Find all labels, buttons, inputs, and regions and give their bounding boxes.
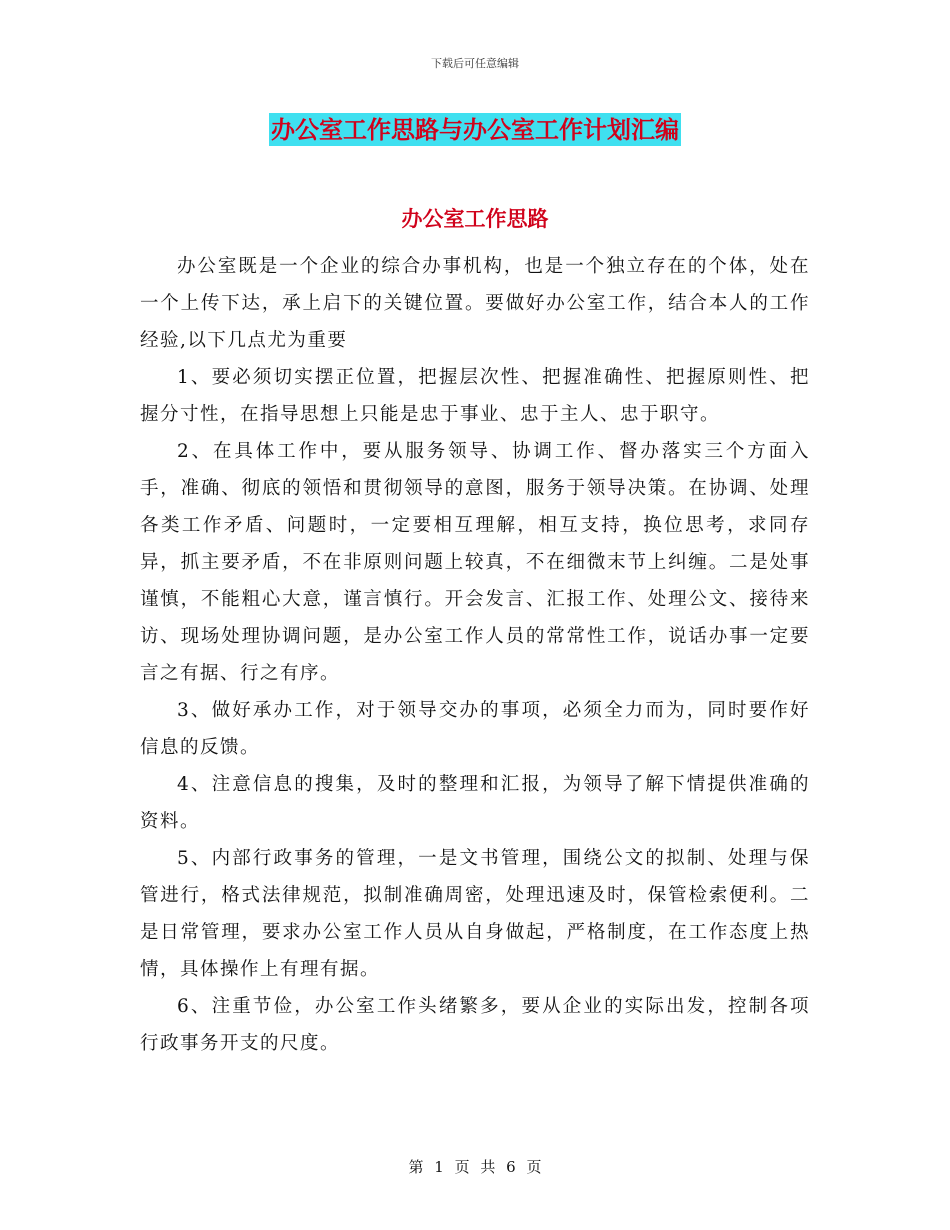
- section-title: 办公室工作思路: [401, 206, 549, 231]
- document-title: [0, 110, 950, 145]
- paragraph-1: 1、要必须切实摆正位置，把握层次性、把握准确性、把握原则性、把握分寸性，在指导思想上只能是忠于事业、忠于主人、忠于职守。: [140, 367, 810, 425]
- body-text: [140, 248, 810, 1062]
- paragraph-6: 6、注重节俭，办公室工作头绪繁多，要从企业的实际出发，控制各项行政事务开支的尺度。: [140, 996, 810, 1054]
- paragraph-intro: 办公室既是一个企业的综合办事机构，也是一个独立存在的个体，处在一个上传下达，承上启下的关键位置。要做好办公室工作，结合本人的工作经验,以下几点尤为重要: [140, 256, 810, 351]
- paragraph-3: 3、做好承办工作，对于领导交办的事项，必须全力而为，同时要作好信息的反馈。: [140, 700, 810, 758]
- paragraph-4: 4、注意信息的搜集，及时的整理和汇报，为领导了解下情提供准确的资料。: [140, 774, 810, 832]
- document-title-text: 办公室工作思路与办公室工作计划汇编: [271, 115, 679, 144]
- header-note: 下载后可任意编辑: [431, 57, 519, 70]
- paragraph-5: 5、内部行政事务的管理，一是文书管理，围绕公文的拟制、处理与保管进行，格式法律规范，拟制准确周密，处理迅速及时，保管检索便利。二是日常管理，要求办公室工作人员从自身做起，严格制度，在工作态度上热情，具体操作上有理有据。: [140, 848, 810, 980]
- page-footer: 第 1 页 共 6 页: [408, 1158, 542, 1176]
- paragraph-2: 2、在具体工作中，要从服务领导、协调工作、督办落实三个方面入手，准确、彻底的领悟和贯彻领导的意图，服务于领导决策。在协调、处理各类工作矛盾、问题时，一定要相互理解，相互支持，换位思考，求同存异，抓主要矛盾，不在非原则问题上较真，不在细微末节上纠缠。二是处事谨慎，不能粗心大意，谨言慎行。开会发言、汇报工作、处理公文、接待来访、现场处理协调问题，是办公室工作人员的常常性工作，说话办事一定要言之有据、行之有序。: [140, 441, 810, 684]
